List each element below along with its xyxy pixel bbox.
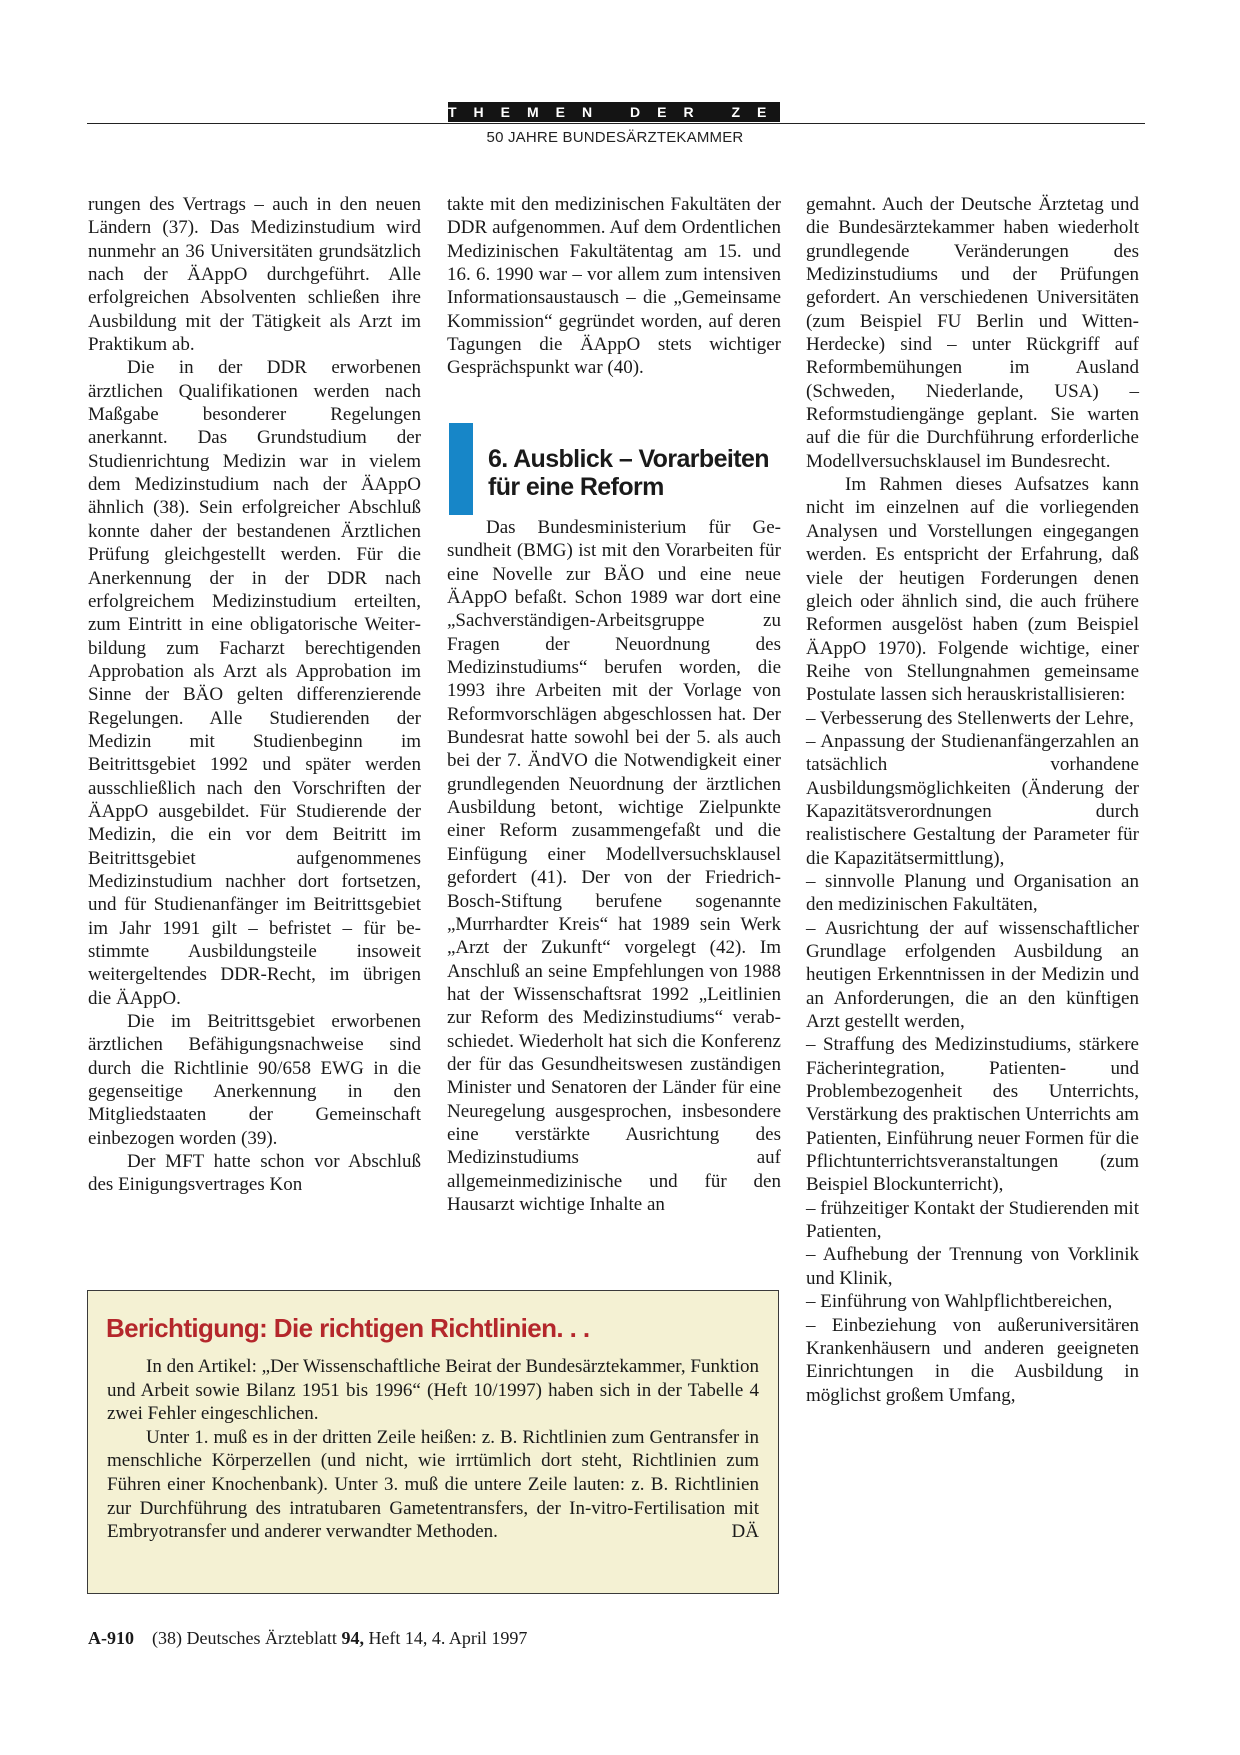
header-divider [87,123,1145,124]
list-item: – sinnvolle Planung und Organisation an den medizinischen Fakultäten, [806,870,1139,916]
list-item: – Ausrichtung der auf wissenschaftlicher Grundlage erfolgenden Ausbildung an heutigen Erkenntnissen in der Medizin und an Anforderungen, die an den künftigen Arzt gestellt werden, [806,917,1139,1033]
text-column-3 [806,193,1139,1407]
section-banner: THEMEN DER ZEIT [448,104,830,120]
postulates-list [806,707,1139,1407]
section-heading-line: für eine Reform [488,473,664,501]
text-column-2-continued [447,516,781,1216]
list-item: – frühzeitiger Kontakt der Studierenden mit Patienten, [806,1197,1139,1243]
correction-box [87,1290,779,1594]
list-item: – Aufhebung der Trennung von Vorklinik und Klinik, [806,1244,1139,1289]
paragraph: rungen des Vertrags – auch in den neuen Ländern (37). Das Medizinstudium wird nunmehr an 36 Universitäten grundsätzlich nach der ÄAppO durchgeführt. Alle erfolgreichen Absolventen schließen ihre Ausbildung mit der Tätigkeit als Arzt im Praktikum ab. [88,194,421,356]
footer-citation: (38) Deutsches Ärzteblatt [152,1628,342,1648]
section-heading-marker [449,423,473,515]
correction-title: Berichtigung: Die richtigen Richtlinien. . . [106,1313,590,1343]
footer-issue: Heft 14, 4. April 1997 [363,1628,528,1648]
paragraph: In den Artikel: „Der Wissenschaftliche Beirat der Bundesärztekammer, Funktion und Arbeit sowie Bilanz 1951 bis 1996“ (Heft 10/1997) haben sich in der Tabelle 4 zwei Fehler eingeschlichen. [107,1356,759,1425]
paragraph: Im Rahmen dieses Aufsatzes kann nicht im einzelnen auf die vorliegenden Analysen und Vorstellungen eingegangen werden. Es entspricht der Erfahrung, daß viele der heutigen Forderungen denen gleich oder ähnlich sind, die auch frühere Reformen ausgelöst haben (zum Beispiel ÄAppO 1970). Folgende wichtige, einer Reihe von Stellungnahmen gemeinsame Postulate lassen sich herauskristallisieren: [806,474,1139,706]
author-signature: DÄ [731,1521,759,1543]
list-item: – Verbesserung des Stellenwerts der Lehre, [806,707,1134,729]
list-item: – Einbeziehung von außeruniversitären Krankenhäusern und anderen geeigneten Einrichtungen in die Ausbildung in möglichst großem Umfang, [806,1314,1139,1406]
correction-body [107,1355,759,1544]
paragraph: Die in der DDR erworbenen ärztlichen Qualifikationen werden nach Maßgabe besonderer Regelungen anerkannt. Das Grundstudium der Studienrichtung Medizin war in vielem dem Medizinstudium nach der ÄAppO ähnlich (38). Sein erfolgreicher Abschluß konnte daher der bestandenen Ärztlichen Prüfung gleichgestellt werden. Für die Anerkennung der in der DDR nach erfolgreichem Medizinstudium erteilten, zum Eintritt in eine obligatorische Weiterbildung zum Facharzt berechtigenden Approbation als Arzt als Approbation im Sinne der BÄO gelten differenzierende Regelungen. Alle Studierenden der Medizin mit Studienbeginn im Beitrittsgebiet 1992 und später werden ausschließlich nach den Vorschriften der ÄAppO ausgebildet. Für Studierende der Medizin, die ein vor dem Beitritt im Beitrittsgebiet aufgenommenes Medizinstudium nachher dort fortsetzen, und für Studienanfänger im Beitrittsgebiet im Jahr 1991 gilt – befristet – für bestimmte Ausbildungsteile insoweit weitergeltendes DDR-Recht, im übrigen die ÄAppO. [88,357,421,1009]
page-number: A-910 [88,1628,134,1648]
paragraph: gemahnt. Auch der Deutsche Ärztetag und die Bundesärztekammer haben wiederholt grundlegende Veränderungen des Medizinstudiums und der Prüfungen gefordert. An verschiedenen Universitäten (zum Beispiel FU Berlin und Witten-Herdecke) sind – unter Rückgriff auf Reformbemühungen im Ausland (Schweden, Niederlande, USA) – Reformstudiengänge geplant. Sie warten auf die für die Durchführung erforderliche Modellversuchsklausel im Bundesrecht. [806,194,1139,472]
section-heading-line: 6. Ausblick – Vorarbeiten [488,445,769,473]
footer-volume: 94, [341,1628,364,1648]
list-item: – Anpassung der Studienanfängerzahlen an tatsächlich vorhandene Ausbildungsmöglichkeiten (Änderung der Kapazitätsverordnungen durch realistischere Gestaltung der Parameter für die Kapazitätsermittlung), [806,730,1139,869]
paragraph: Das Bundesministerium für Gesundheit (BMG) ist mit den Vorarbeiten für eine Novelle zur BÄO und eine neue ÄAppO befaßt. Schon 1989 war dort eine „Sachverständigen-Arbeitsgruppe zu Fragen der Neuordnung des Medizinstudiums“ berufen worden, die 1993 ihre Arbeiten mit der Vorlage von Reformvorschlägen abgeschlossen hat. Der Bundesrat hatte sowohl bei der 5. als auch bei der 7. ÄndVO die Notwendigkeit einer grundlegenden Neuordnung der ärztlichen Ausbildung betont, wichtige Zielpunkte einer Reform zusammengefaßt und die Einfügung einer Modellversuchsklausel gefordert (41). Der von der Friedrich-Bosch-Stiftung berufene sogenannte „Murrhardter Kreis“ hat 1989 sein Werk „Arzt der Zukunft“ vorgelegt (42). Im Anschluß an seine Empfehlungen von 1988 hat der Wissenschaftsrat 1992 „Leitlinien zur Reform des Medizinstudiums“ verabschiedet. Wiederholt hat sich die Konferenz der für das Gesundheitswesen zuständigen Minister und Senatoren der Länder für eine Neuregelung ausgesprochen, insbesondere eine verstärkte Ausrichtung des Medizinstudiums auf allgemeinmedizinische und für den Hausarzt wichtige Inhalte an [447,517,781,1215]
page-footer [88,1628,788,1649]
section-heading [488,445,788,501]
text-column-2 [447,193,781,380]
text-column-1 [88,193,421,1197]
paragraph-text: Unter 1. muß es in der dritten Zeile heißen: z. B. Richtlinien zum Gentransfer in menschliche Körperzellen (und nicht, wie irrtümlich dort steht, Richtlinien zum Führen einer Knochenbank). Unter 3. muß die untere Zeile lauten: z. B. Richtlinien zur Durchführung des intratubaren Gametentransfers, der In-vitro-Fertilisation mit Embryotransfer und anderer verwandter Methoden. [107,1426,759,1543]
list-item: – Straffung des Medizinstudiums, stärkere Fächerintegration, Patienten- und Problembezogenheit des Unterrichts, Verstärkung des praktischen Unterrichts am Patienten, Einführung neuer Formen für die Pflichtunterrichtsveranstaltungen (zum Beispiel Blockunterricht), [806,1034,1139,1196]
section-subtitle: 50 JAHRE BUNDESÄRZTEKAMMER [486,129,744,146]
list-item: – Einführung von Wahlpflichtbereichen, [806,1291,1113,1313]
paragraph [107,1426,759,1544]
paragraph: Die im Beitrittsgebiet erworbenen ärztlichen Befähigungsnachweise sind durch die Richtlinie 90/658 EWG in die gegenseitige Anerkennung in den Mitgliedstaaten der Gemeinschaft einbezogen worden (39). [88,1011,421,1149]
paragraph: takte mit den medizinischen Fakultäten der DDR aufgenommen. Auf dem Ordentlichen Medizinischen Fakultätentag am 15. und 16. 6. 1990 war – vor allem zum intensiven Informationsaustausch – die „Gemeinsame Kommission“ gegründet worden, auf deren Tagungen die ÄAppO stets wichtiger Gesprächspunkt war (40). [447,194,781,379]
paragraph: Der MFT hatte schon vor Abschluß des Einigungsvertrages Kon [88,1151,421,1196]
